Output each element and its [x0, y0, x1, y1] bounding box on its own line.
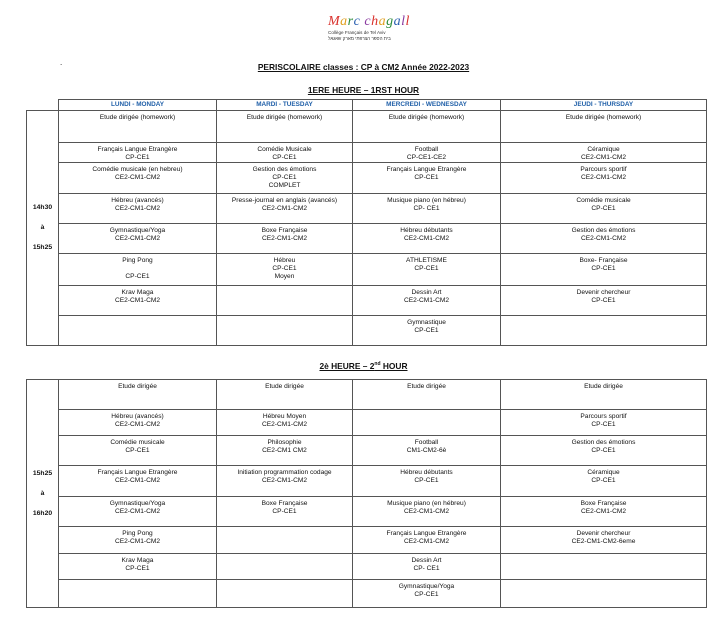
- activity-cell: [353, 554, 501, 580]
- activity-level: CE2-CM1-CM2: [114, 297, 161, 304]
- activity-name: Gestion des émotions: [571, 227, 636, 234]
- activity-name: Ping Pong: [122, 257, 153, 264]
- schedule-table-hour1: [26, 99, 707, 346]
- activity-cell: [59, 497, 217, 527]
- activity-cell: [217, 194, 353, 224]
- activity-level: CE2-CM1-CM2: [114, 205, 161, 212]
- table-row: [27, 580, 707, 608]
- activity-cell: [353, 254, 501, 286]
- activity-cell: [217, 466, 353, 497]
- activity-cell: [501, 224, 707, 254]
- page-title: PERISCOLAIRE classes : CP à CM2 Année 2022-2023: [257, 62, 470, 72]
- logo-subtitle: Collège Français de Tel Aviv: [328, 30, 386, 35]
- activity-level: CP-CE1: [591, 265, 616, 272]
- activity-cell: [501, 466, 707, 497]
- table-row: [27, 527, 707, 554]
- activity-cell: [217, 380, 353, 410]
- table-row: [27, 436, 707, 466]
- activity-cell: [59, 286, 217, 316]
- activity-cell: [501, 497, 707, 527]
- activity-name: Musique piano (en hébreu): [387, 197, 466, 204]
- activity-name: Français Langue Etrangère: [97, 469, 178, 476]
- time-slot: [27, 111, 59, 346]
- time-sep: à: [40, 489, 45, 497]
- activity-cell: [501, 380, 707, 410]
- activity-cell: [353, 286, 501, 316]
- activity-cell: [353, 163, 501, 194]
- activity-cell: [59, 111, 217, 143]
- table-row: [27, 554, 707, 580]
- activity-cell: [217, 163, 353, 194]
- table-row: [27, 380, 707, 410]
- activity-cell: [353, 194, 501, 224]
- table-row: [27, 224, 707, 254]
- activity-name: Gymnastique/Yoga: [109, 227, 166, 234]
- activity-name: Etude dirigée (homework): [565, 114, 642, 121]
- activity-name: Football: [414, 146, 439, 153]
- activity-level: CP-CE1: [591, 447, 616, 454]
- activity-name: Initiation programmation codage: [237, 469, 332, 476]
- activity-name: Hébreu: [273, 257, 296, 264]
- activity-name: Céramique: [587, 146, 620, 153]
- logo-wordmark: Marc chagall: [328, 14, 410, 29]
- activity-level: CP-CE1: [591, 205, 616, 212]
- activity-name: Céramique: [587, 469, 620, 476]
- activity-level: CP-CE1: [591, 297, 616, 304]
- activity-level: CP-CE1: [414, 265, 439, 272]
- activity-cell: [353, 436, 501, 466]
- activity-level: CE2-CM1-CM2: [403, 538, 450, 545]
- activity-level: CE2-CM1-CM2: [114, 538, 161, 545]
- activity-name: Etude dirigée (homework): [388, 114, 465, 121]
- activity-name: Hébreu (avancés): [111, 413, 164, 420]
- activity-level: CE2-CM1-CM2: [114, 508, 161, 515]
- schedule-table-hour2: [26, 379, 707, 608]
- activity-level: CP-CE1: [125, 565, 150, 572]
- activity-level: CE2-CM1-CM2: [114, 174, 161, 181]
- activity-cell: [59, 316, 217, 346]
- activity-level: CE2-CM1-CM2: [114, 235, 161, 242]
- activity-cell: [353, 466, 501, 497]
- activity-level: CP- CE1: [413, 565, 440, 572]
- activity-cell: [217, 527, 353, 554]
- activity-level: CE2-CM1-CM2: [114, 421, 161, 428]
- activity-name: Etude dirigée (homework): [246, 114, 323, 121]
- activity-name: Français Langue Etrangère: [386, 530, 467, 537]
- activity-cell: [217, 316, 353, 346]
- activity-cell: [217, 580, 353, 608]
- activity-name: Gymnastique: [407, 319, 446, 326]
- activity-cell: [59, 466, 217, 497]
- activity-name: Boxe Française: [261, 227, 308, 234]
- activity-level: CE2-CM1-CM2: [261, 235, 308, 242]
- activity-cell: [59, 410, 217, 436]
- activity-cell: [353, 527, 501, 554]
- activity-cell: [59, 194, 217, 224]
- activity-level: CE2-CM1-CM2: [114, 477, 161, 484]
- activity-cell: [217, 224, 353, 254]
- activity-name: Boxe Française: [261, 500, 308, 507]
- activity-level: CP-CE1: [272, 174, 297, 181]
- stray-dot: .: [60, 58, 63, 67]
- activity-level: CE2-CM1 CM2: [262, 447, 307, 454]
- activity-name: Krav Maga: [121, 289, 154, 296]
- activity-level: CP-CE1: [125, 447, 150, 454]
- activity-name: Comédie Musicale: [257, 146, 312, 153]
- activity-level: CE2-CM1-CM2: [580, 235, 627, 242]
- activity-cell: [353, 580, 501, 608]
- activity-cell: [501, 436, 707, 466]
- activity-cell: [217, 554, 353, 580]
- activity-level: CP-CE1: [414, 327, 439, 334]
- time-slot: [27, 380, 59, 608]
- activity-name: Hébreu Moyen: [262, 413, 307, 420]
- activity-name: Comédie musicale: [110, 439, 165, 446]
- activity-cell: [501, 111, 707, 143]
- activity-name: Comédie musicale (en hebreu): [92, 166, 183, 173]
- activity-cell: [353, 224, 501, 254]
- day-header: JEUDI - THURSDAY: [501, 100, 707, 111]
- activity-name: Hébreu débutants: [400, 227, 453, 234]
- activity-cell: [353, 410, 501, 436]
- table-row: [27, 194, 707, 224]
- day-header: MERCREDI - WEDNESDAY: [353, 100, 501, 111]
- time-sep: à: [40, 224, 45, 231]
- activity-name: Etude dirigée: [118, 383, 157, 390]
- activity-name: Comédie musicale: [576, 197, 631, 204]
- activity-name: Hébreu (avancés): [111, 197, 164, 204]
- activity-level: CE2-CM1-CM2: [580, 154, 627, 161]
- time-end: 16h20: [32, 509, 53, 517]
- activity-cell: [59, 380, 217, 410]
- activity-level: CP-CE1: [125, 154, 150, 161]
- activity-level: CE2-CM1-CM2: [403, 235, 450, 242]
- table-row: [27, 286, 707, 316]
- activity-level: CP-CE1: [125, 273, 150, 280]
- activity-level: COMPLET: [268, 182, 301, 189]
- activity-name: Etude dirigée: [584, 383, 623, 390]
- table-row: [27, 163, 707, 194]
- time-start: 14h30: [32, 204, 53, 211]
- activity-name: Etude dirigée (homework): [99, 114, 176, 121]
- activity-cell: [353, 380, 501, 410]
- activity-cell: [217, 111, 353, 143]
- activity-cell: [501, 163, 707, 194]
- activity-name: Ping Pong: [122, 530, 153, 537]
- activity-level: CE2-CM1-CM2: [261, 205, 308, 212]
- activity-cell: [59, 436, 217, 466]
- day-header: MARDI - TUESDAY: [217, 100, 353, 111]
- activity-name: Philosophie: [267, 439, 302, 446]
- table-row: [27, 316, 707, 346]
- activity-name: Dessin Art: [411, 557, 442, 564]
- activity-cell: [501, 554, 707, 580]
- activity-cell: [59, 143, 217, 163]
- table-row: [27, 410, 707, 436]
- activity-name: Parcours sportif: [580, 413, 627, 420]
- activity-name: Hébreu débutants: [400, 469, 453, 476]
- activity-name: Dessin Art: [411, 289, 442, 296]
- activity-name: Presse-journal en anglais (avancés): [231, 197, 338, 204]
- activity-level: CP-CE1: [591, 477, 616, 484]
- activity-name: Devenir chercheur: [576, 530, 631, 537]
- table-row: [27, 497, 707, 527]
- activity-name: Gestion des émotions: [252, 166, 317, 173]
- activity-cell: [217, 410, 353, 436]
- activity-name: Gymnastique/Yoga: [109, 500, 166, 507]
- activity-level: Moyen: [274, 273, 295, 280]
- activity-cell: [59, 254, 217, 286]
- hour2-title: 2è HEURE – 2nd HOUR: [319, 361, 408, 371]
- activity-cell: [217, 286, 353, 316]
- time-start: 15h25: [32, 469, 53, 477]
- activity-level: CE2-CM1-CM2: [403, 508, 450, 515]
- activity-name: Boxe- Française: [579, 257, 628, 264]
- activity-level: CE2-CM1-CM2: [261, 421, 308, 428]
- activity-name: Gymnastique/Yoga: [398, 583, 455, 590]
- activity-level: CP-CE1: [272, 508, 297, 515]
- activity-level: CP-CE1: [414, 174, 439, 181]
- activity-cell: [501, 527, 707, 554]
- activity-cell: [501, 580, 707, 608]
- school-logo: [328, 14, 418, 54]
- table-row: [27, 143, 707, 163]
- activity-cell: [501, 410, 707, 436]
- activity-cell: [501, 286, 707, 316]
- activity-level: CE2-CM1-CM2: [580, 508, 627, 515]
- activity-cell: [59, 163, 217, 194]
- activity-cell: [353, 143, 501, 163]
- activity-cell: [59, 554, 217, 580]
- activity-name: Etude dirigée: [265, 383, 304, 390]
- activity-cell: [353, 497, 501, 527]
- hour1-title: 1ERE HEURE – 1RST HOUR: [307, 85, 420, 95]
- activity-level: CE2-CM1-CM2: [580, 174, 627, 181]
- activity-level: CE2-CM1-CM2: [261, 477, 308, 484]
- activity-cell: [59, 527, 217, 554]
- activity-level: CP-CE1: [591, 421, 616, 428]
- activity-cell: [501, 254, 707, 286]
- day-header: LUNDI - MONDAY: [59, 100, 217, 111]
- table-row: [27, 254, 707, 286]
- activity-name: Parcours sportif: [580, 166, 627, 173]
- activity-cell: [501, 143, 707, 163]
- activity-level: CP- CE1: [413, 205, 440, 212]
- activity-cell: [217, 497, 353, 527]
- activity-cell: [501, 194, 707, 224]
- activity-cell: [217, 254, 353, 286]
- activity-name: Français Langue Etrangère: [386, 166, 467, 173]
- activity-name: Gestion des émotions: [571, 439, 636, 446]
- activity-level: CP-CE1-CE2: [406, 154, 447, 161]
- activity-name: Boxe Française: [580, 500, 627, 507]
- activity-cell: [353, 111, 501, 143]
- table-row: [27, 466, 707, 497]
- activity-level: CP-CE1: [414, 591, 439, 598]
- activity-cell: [59, 224, 217, 254]
- activity-level: CP-CE1: [272, 265, 297, 272]
- logo-subtitle-hebrew: בית הספר הצרפתי מארק שאגאל: [328, 36, 391, 41]
- activity-level: CP-CE1: [272, 154, 297, 161]
- activity-name: Football: [414, 439, 439, 446]
- activity-name: Musique piano (en hébreu): [387, 500, 466, 507]
- activity-name: Krav Maga: [121, 557, 154, 564]
- activity-level: CM1-CM2-6è: [406, 447, 447, 454]
- activity-cell: [353, 316, 501, 346]
- time-end: 15h25: [32, 244, 53, 251]
- activity-cell: [217, 436, 353, 466]
- activity-name: Devenir chercheur: [576, 289, 631, 296]
- activity-level: [61, 265, 214, 273]
- activity-name: Français Langue Etrangère: [97, 146, 178, 153]
- activity-level: CE2-CM1-CM2: [403, 297, 450, 304]
- activity-level: CE2-CM1-CM2-6eme: [571, 538, 636, 545]
- header-corner: [27, 100, 59, 111]
- activity-level: CP-CE1: [414, 477, 439, 484]
- activity-name: ATHLETISME: [406, 257, 447, 264]
- activity-cell: [501, 316, 707, 346]
- activity-cell: [217, 143, 353, 163]
- day-header-row: [27, 100, 707, 111]
- activity-cell: [59, 580, 217, 608]
- table-row: [27, 111, 707, 143]
- activity-name: Etude dirigée: [407, 383, 446, 390]
